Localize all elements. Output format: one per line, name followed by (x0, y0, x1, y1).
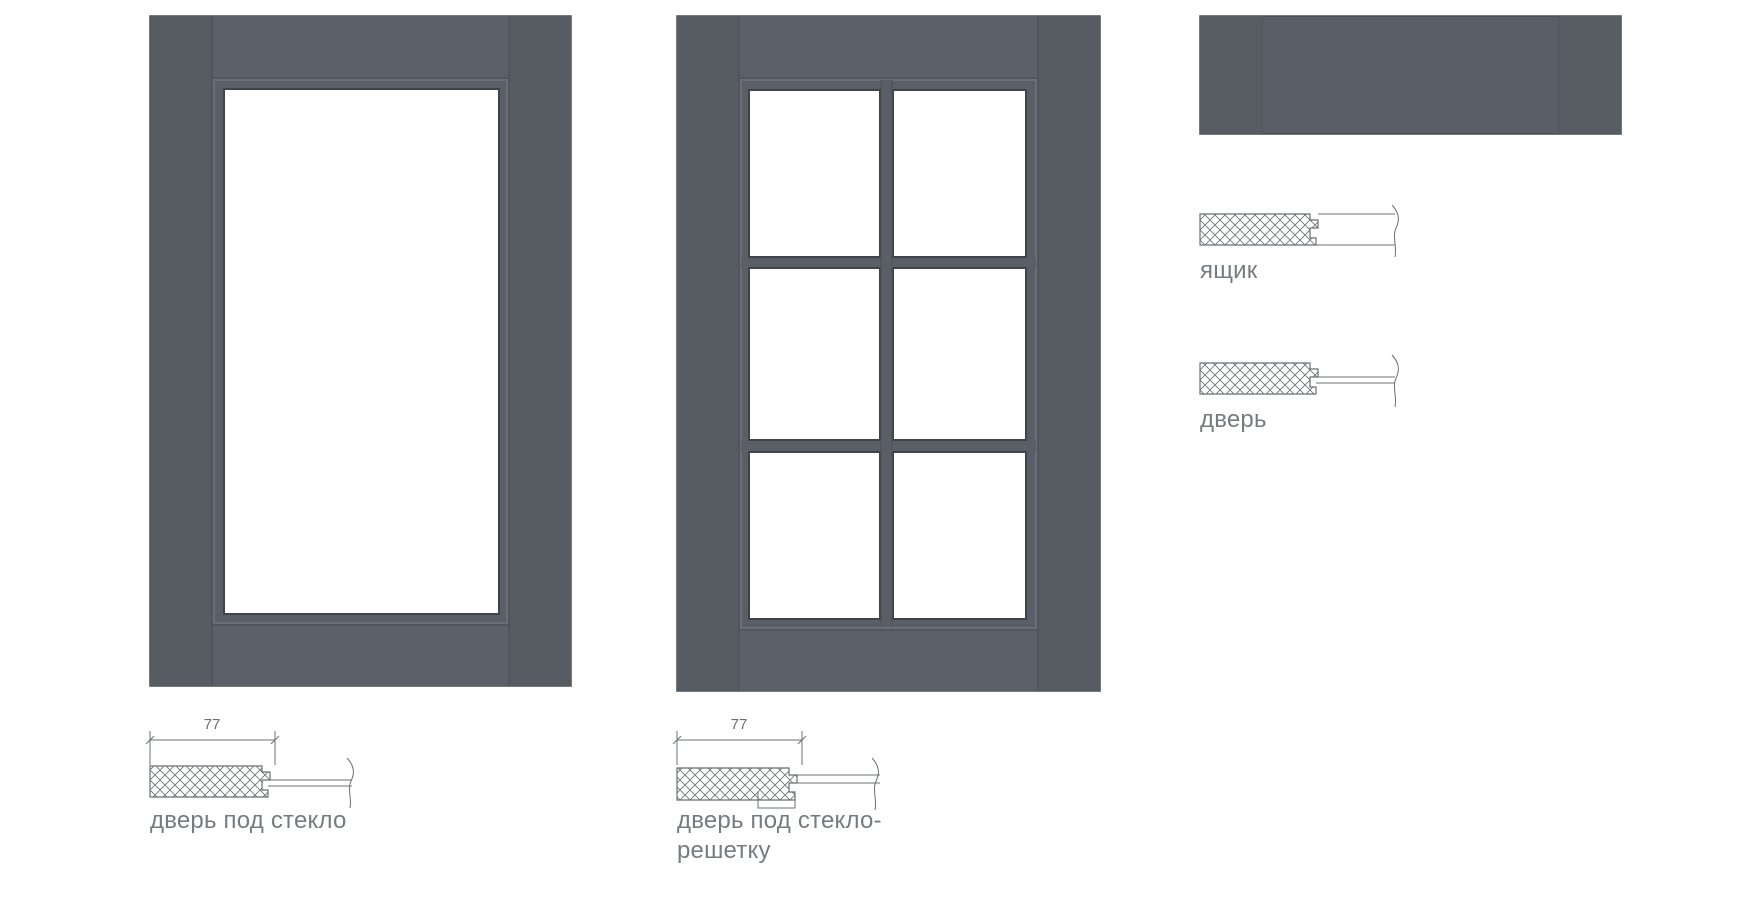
door-profile (1200, 355, 1398, 407)
glass-door-dimension: 77 (203, 716, 221, 733)
lattice-door-caption: дверь под стекло-решетку (677, 807, 882, 864)
glass-door-caption: дверь под стекло (150, 807, 347, 834)
glass-door-profile (146, 731, 353, 808)
glass-door-front (150, 16, 571, 686)
lattice-door-profile (673, 731, 880, 810)
lattice-door-front (677, 16, 1100, 691)
drawer-profile (1200, 205, 1398, 257)
drawer-caption: ящик (1200, 257, 1258, 284)
door-caption: дверь (1200, 406, 1267, 433)
lattice-door-dimension: 77 (730, 716, 748, 733)
drawer-front (1200, 16, 1621, 134)
